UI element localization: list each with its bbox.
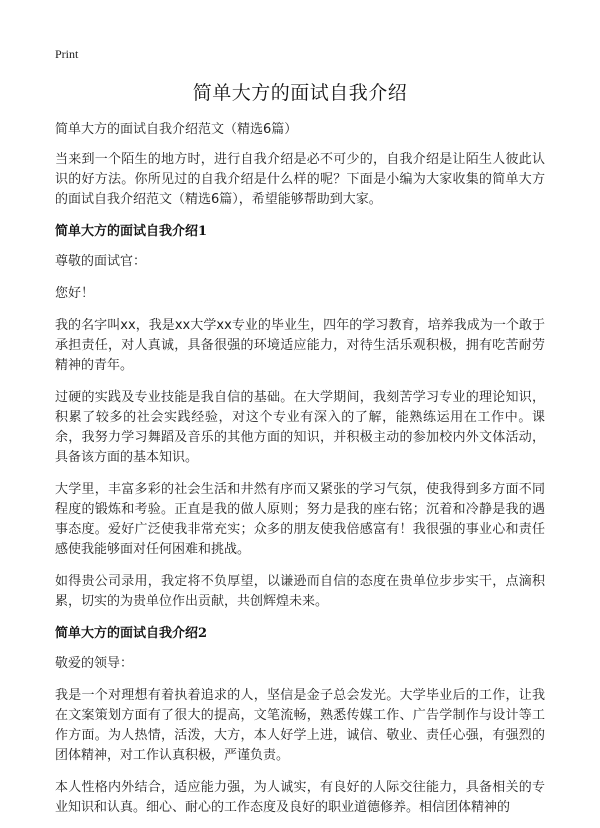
body-paragraph-2-1: 我是一个对理想有着执着追求的人，坚信是金子总会发光。大学毕业后的工作，让我在文案策划方面有了很大的提高，文笔流畅，熟悉传媒工作、广告学制作与设计等工作方面。为人热情，活泼，大方，本人好学上进，诚信、敬业、责任心强，有强烈的团体精神，对工作认真积极，严谨负责。 xyxy=(55,688,545,763)
section-heading-1: 简单大方的面试自我介绍1 xyxy=(55,224,208,239)
body-paragraph-1-1: 我的名字叫xx，我是xx大学xx专业的毕业生，四年的学习教育，培养我成为一个敢于承担责任，对人真诚，具备很强的环境适应能力，对待生活乐观积极，拥有吃苦耐劳精神的青年。 xyxy=(55,318,545,373)
body-paragraph-2-2: 本人性格内外结合，适应能力强，为人诚实，有良好的人际交往能力，具备相关的专业知识和认真。细心、耐心的工作态度及良好的职业道德修养。相信团体精神的 xyxy=(55,780,545,815)
document-content xyxy=(55,80,545,828)
document-subtitle: 简单大方的面试自我介绍范文（精选6篇） xyxy=(55,122,298,137)
intro-paragraph: 当来到一个陌生的地方时，进行自我介绍是必不可少的，自我介绍是让陌生人彼此认识的好方法。你所见过的自我介绍是什么样的呢？下面是小编为大家收集的简单大方的面试自我介绍范文（精选6篇），希望能够帮助到大家。 xyxy=(55,152,545,207)
body-paragraph-1-2: 过硬的实践及专业技能是我自信的基础。在大学期间，我刻苦学习专业的理论知识，积累了较多的社会实践经验，对这个专业有深入的了解，能熟练运用在工作中。课余，我努力学习舞蹈及音乐的其他方面的知识，并积极主动的参加校内外文体活动，具备该方面的基本知识。 xyxy=(55,390,545,465)
hello-paragraph: 您好！ xyxy=(55,286,95,301)
page-title: 简单大方的面试自我介绍 xyxy=(192,82,408,104)
greeting-paragraph-1: 尊敬的面试官： xyxy=(55,254,147,269)
greeting-paragraph-2: 敬爱的领导： xyxy=(55,656,134,671)
section-heading-2: 简单大方的面试自我介绍2 xyxy=(55,626,208,641)
body-paragraph-1-4: 如得贵公司录用，我定将不负厚望，以谦逊而自信的态度在贵单位步步实干，点滴积累，切实的为贵单位作出贡献，共创辉煌未来。 xyxy=(55,574,545,609)
body-paragraph-1-3: 大学里，丰富多彩的社会生活和井然有序而又紧张的学习气氛，使我得到多方面不同程度的锻炼和考验。正直是我的做人原则；努力是我的座右铭；沉着和冷静是我的遇事态度。爱好广泛使我非常充实；众多的朋友使我倍感富有！我很强的事业心和责任感使我能够面对任何困难和挑战。 xyxy=(55,482,545,557)
print-link[interactable]: Print xyxy=(55,47,79,61)
